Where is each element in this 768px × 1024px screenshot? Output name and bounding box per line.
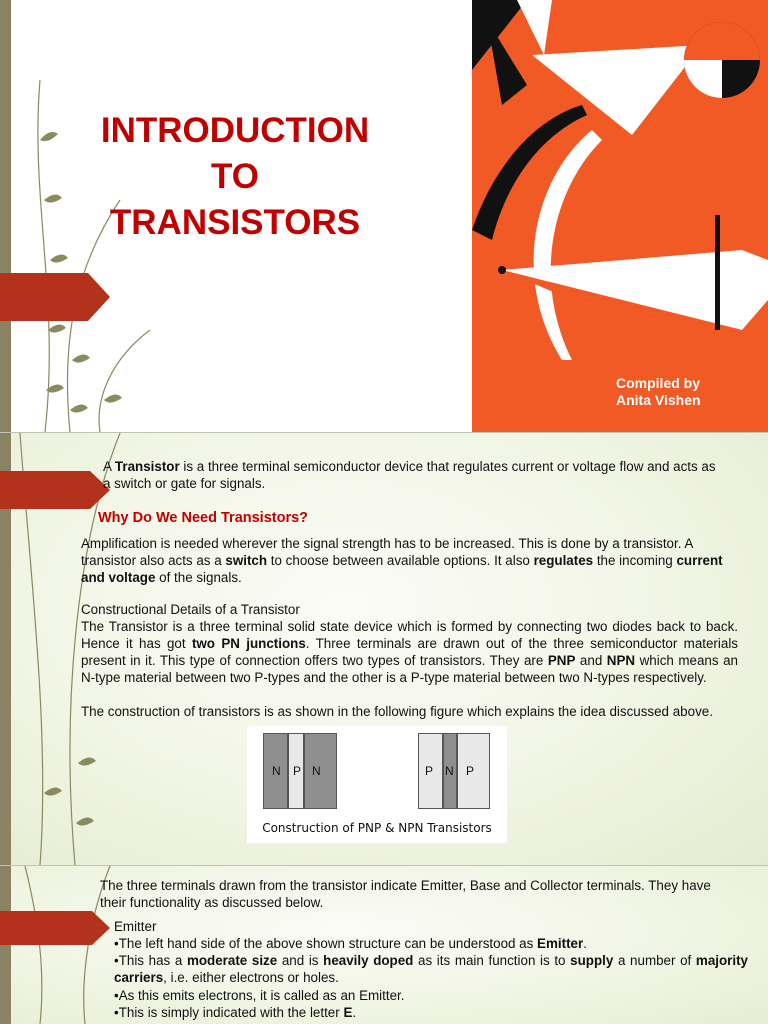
b1-text-1: •The left hand side of the above shown structure can be understood as <box>114 936 538 951</box>
title-line-3: TRANSISTORS <box>109 203 361 242</box>
emitter-heading: Emitter <box>114 919 157 934</box>
b2-text-1: •This has a <box>114 953 187 968</box>
b2-bold-majority: majority carriers <box>114 953 748 985</box>
emitter-bullet-4 <box>114 1004 356 1021</box>
b2-text-3: as its main function is to <box>413 953 571 968</box>
terminals-intro: The three terminals drawn from the transistor indicate Emitter, Base and Collector terminals. They have their functionality as discussed below. <box>100 878 711 910</box>
pnp-label-3: P <box>466 764 475 778</box>
b4-bold-e: E <box>343 1005 353 1020</box>
construct-text-4: which means an N-type material between two P-types and the other is a P-type material between two N-types respectively. <box>81 653 738 685</box>
book-cover-art <box>472 0 768 432</box>
construct-bold-pnp: PNP <box>547 653 576 668</box>
amp-text-3: the incoming <box>593 553 677 568</box>
title <box>80 108 390 246</box>
intro-text: A <box>103 459 115 474</box>
amp-bold-switch: switch <box>225 553 268 568</box>
b4-text-1: •This is simply indicated with the letter <box>114 1005 344 1020</box>
title-line-1: INTRODUCTION <box>100 111 370 150</box>
transistor-construction-figure <box>247 726 507 843</box>
emitter-slide <box>0 866 768 1024</box>
intro-bold-transistor: Transistor <box>114 459 180 474</box>
amp-text-1: Amplification is needed wherever the signal strength has to be increased. This is done by a transistor. A transistor also acts as a <box>81 536 693 568</box>
emitter-bullet-2 <box>114 952 748 986</box>
b2-bold-size: moderate size <box>186 953 278 968</box>
construct-text-2: . Three terminals are drawn out of the three semiconductor materials present in it. This type of connection offers two types of transistors. They are <box>81 636 738 668</box>
b2-text-5: , i.e. either electrons or holes. <box>163 970 339 985</box>
construct-paragraph <box>81 618 738 686</box>
intro-text-rest: is a three terminal semiconductor device that regulates current or voltage flow and acts as a switch or gate for signals. <box>103 459 716 491</box>
b2-bold-doped: heavily doped <box>323 953 414 968</box>
b2-bold-supply: supply <box>570 953 614 968</box>
transistor-intro-slide <box>0 433 768 865</box>
red-arrow-tab <box>0 471 110 509</box>
compiled-by-label <box>616 375 701 409</box>
emitter-bullet-1 <box>114 935 754 952</box>
construct-text-3: and <box>575 653 607 668</box>
figure-caption: Construction of PNP & NPN Transistors <box>262 821 492 835</box>
b1-text-2: . <box>583 936 587 951</box>
construct-bold-npn: NPN <box>606 653 636 668</box>
construct-text-1: The Transistor is a three terminal solid state device which is formed by connecting two diodes back to back. Hence it has got <box>81 619 738 651</box>
construct-heading: Constructional Details of a Transistor <box>81 602 300 617</box>
b2-text-4: a number of <box>613 953 696 968</box>
construct-bold-pn: two PN junctions <box>191 636 306 651</box>
pnp-label-2: N <box>445 764 454 778</box>
amp-text-2: to choose between available options. It also <box>267 553 534 568</box>
amp-bold-current: current and voltage <box>81 553 723 585</box>
red-arrow-tab <box>0 273 110 321</box>
author-name: Anita Vishen <box>616 392 701 408</box>
intro-paragraph <box>103 458 723 492</box>
npn-label-3: N <box>312 764 321 778</box>
b4-text-2: . <box>352 1005 357 1020</box>
b2-text-2: and is <box>277 953 324 968</box>
why-heading: Why Do We Need Transistors? <box>98 510 309 526</box>
npn-label-2: P <box>293 764 302 778</box>
b1-bold-emitter: Emitter <box>537 936 584 951</box>
title-line-2: TO <box>211 157 259 196</box>
amp-text-4: of the signals. <box>155 570 242 585</box>
emitter-bullet-3: •As this emits electrons, it is called as an Emitter. <box>114 988 405 1003</box>
amp-bold-regulates: regulates <box>533 553 594 568</box>
compiled-by-text: Compiled by <box>616 375 701 391</box>
title-slide <box>0 0 768 432</box>
pnp-label-1: P <box>425 764 434 778</box>
red-arrow-tab <box>0 911 110 945</box>
amplification-paragraph <box>81 535 731 586</box>
npn-label-1: N <box>272 764 281 778</box>
construct-figure-paragraph: The construction of transistors is as shown in the following figure which explains the idea discussed above. <box>81 704 713 719</box>
